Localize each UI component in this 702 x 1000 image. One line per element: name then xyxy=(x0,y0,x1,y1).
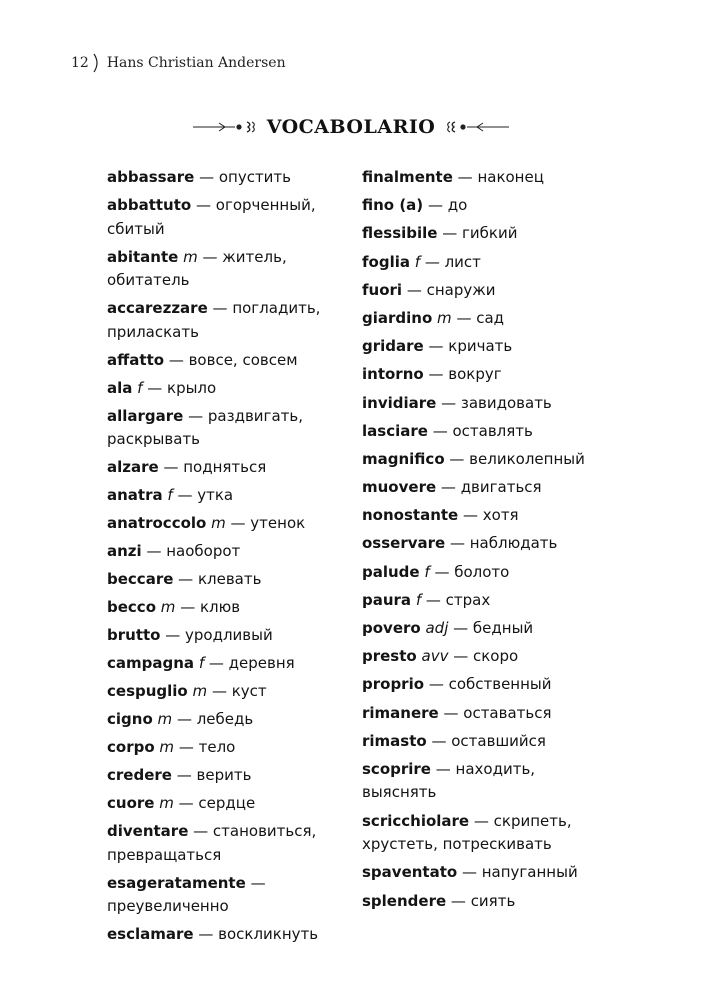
entry-term: scoprire xyxy=(362,759,431,778)
section-title: VOCABOLARIO xyxy=(266,116,436,138)
entry-grammar-label: m xyxy=(437,308,452,327)
entry-grammar-label: f xyxy=(167,486,173,504)
vocabulary-entry xyxy=(107,923,337,947)
vocabulary-entry xyxy=(107,456,337,480)
entry-term: osservare xyxy=(362,534,446,553)
entry-translation: — сад xyxy=(456,308,505,327)
entry-term: rimanere xyxy=(362,703,439,722)
entry-translation: — клевать xyxy=(178,570,262,588)
entry-translation: — лебедь xyxy=(176,710,254,728)
entry-term: cuore xyxy=(107,794,155,812)
entry-term: foglia xyxy=(362,252,410,271)
entry-term: finalmente xyxy=(362,168,453,186)
entry-term: esageratamente xyxy=(107,873,246,892)
entry-translation-continued: обитатель xyxy=(107,271,190,289)
vocabulary-entry xyxy=(362,166,622,190)
right-flourish-icon xyxy=(445,120,511,134)
vocabulary-entry xyxy=(107,764,337,788)
entry-translation-continued: преувеличенно xyxy=(107,897,229,915)
entry-translation-continued: приласкать xyxy=(107,322,199,341)
entry-translation: — оставлять xyxy=(432,421,533,440)
entry-grammar-label: m xyxy=(183,247,198,266)
entry-term: cespuglio xyxy=(107,682,188,700)
vocabulary-entry xyxy=(107,405,337,452)
entry-term: giardino xyxy=(362,308,433,327)
entry-grammar-label: m xyxy=(192,682,208,700)
entry-term: splendere xyxy=(362,891,447,910)
entry-translation: — великолепный xyxy=(449,449,585,468)
entry-grammar-label: m xyxy=(160,598,176,616)
entry-translation: — крыло xyxy=(147,378,217,397)
vocabulary-entry xyxy=(107,540,337,564)
entry-translation: — опустить xyxy=(199,168,292,186)
entry-translation: — до xyxy=(427,196,468,215)
vocabulary-entry xyxy=(107,246,337,293)
entry-translation: — скрипеть, xyxy=(473,811,572,830)
entry-translation: — раздвигать, xyxy=(188,406,303,425)
entry-term: accarezzare xyxy=(107,299,208,317)
entry-term: abbattuto xyxy=(107,196,192,214)
entry-term: campagna xyxy=(107,654,195,672)
entry-term: spaventato xyxy=(362,863,458,882)
entry-term: esclamare xyxy=(107,925,194,943)
running-header xyxy=(71,52,286,74)
title-row xyxy=(0,112,702,142)
entry-term: ala xyxy=(107,378,133,397)
entry-translation: — житель, xyxy=(202,247,287,266)
entry-translation-continued: выяснять xyxy=(362,783,437,802)
entry-translation: — находить, xyxy=(435,759,536,778)
entry-translation: — становиться, xyxy=(193,822,317,840)
entry-term: nonostante xyxy=(362,506,459,525)
entry-term: beccare xyxy=(107,570,174,588)
entry-translation: — утка xyxy=(177,486,234,504)
entry-grammar-label: m xyxy=(211,514,226,532)
vocabulary-entry xyxy=(362,617,622,641)
bracket-ornament-icon xyxy=(91,52,101,74)
entry-translation: — клюв xyxy=(180,598,241,616)
entry-term: gridare xyxy=(362,337,424,356)
vocabulary-entry xyxy=(107,194,337,241)
vocabulary-entry xyxy=(362,335,622,359)
entry-term: paura xyxy=(362,590,412,609)
vocabulary-entry xyxy=(362,890,622,914)
entry-translation: — xyxy=(250,873,266,892)
entry-grammar-label: f xyxy=(424,562,430,581)
entry-term: fino (a) xyxy=(362,196,424,215)
entry-term: proprio xyxy=(362,675,425,694)
entry-translation: — болото xyxy=(434,562,510,581)
vocabulary-entry xyxy=(362,251,622,275)
vocabulary-entry xyxy=(362,702,622,726)
entry-grammar-label: f xyxy=(137,378,143,397)
vocabulary-entry xyxy=(362,810,622,857)
vocabulary-entry xyxy=(362,645,622,669)
vocabulary-entry xyxy=(362,307,622,331)
entry-grammar-label: m xyxy=(159,738,175,756)
vocabulary-entry xyxy=(362,532,622,556)
entry-translation: — завидовать xyxy=(441,393,552,412)
entry-translation-continued: хрустеть, потрескивать xyxy=(362,835,552,854)
vocabulary-entry xyxy=(362,504,622,528)
entry-term: presto xyxy=(362,647,417,666)
vocabulary-entry xyxy=(362,861,622,885)
entry-grammar-label: m xyxy=(157,710,173,728)
entry-translation: — бедный xyxy=(453,619,534,637)
entry-term: alzare xyxy=(107,458,159,476)
vocabulary-entry xyxy=(107,512,337,536)
entry-term: becco xyxy=(107,598,156,616)
entry-translation: — гибкий xyxy=(442,224,518,243)
entry-grammar-label: f xyxy=(415,590,422,609)
entry-translation: — погладить, xyxy=(212,299,321,317)
entry-translation: — куст xyxy=(211,682,267,700)
vocabulary-entry xyxy=(362,392,622,416)
entry-term: anatra xyxy=(107,486,163,504)
vocabulary-entry xyxy=(362,561,622,585)
vocabulary-entry xyxy=(107,680,337,704)
entry-translation: — оставшийся xyxy=(431,731,546,750)
vocabulary-entry xyxy=(107,624,337,648)
entry-term: cigno xyxy=(107,710,153,728)
vocabulary-entry xyxy=(362,279,622,303)
vocabulary-entry xyxy=(362,448,622,472)
vocabulary-entry xyxy=(107,377,337,401)
entry-translation: — утенок xyxy=(230,514,306,532)
vocabulary-entry xyxy=(362,758,622,805)
entry-translation: — лист xyxy=(424,252,481,271)
entry-term: diventare xyxy=(107,822,189,840)
entry-term: allargare xyxy=(107,406,184,425)
vocabulary-column-right xyxy=(362,166,622,918)
entry-translation: — уродливый xyxy=(165,626,273,644)
vocabulary-entry xyxy=(362,673,622,697)
entry-term: lasciare xyxy=(362,421,428,440)
entry-term: abitante xyxy=(107,247,179,266)
entry-term: abbassare xyxy=(107,168,195,186)
entry-term: flessibile xyxy=(362,224,438,243)
entry-translation: — сиять xyxy=(450,891,516,910)
entry-grammar-label: avv xyxy=(421,647,449,666)
entry-term: corpo xyxy=(107,738,155,756)
vocabulary-entry xyxy=(107,349,337,373)
vocabulary-entry xyxy=(107,568,337,592)
entry-translation: — оставаться xyxy=(443,703,552,722)
entry-translation: — деревня xyxy=(208,654,295,672)
vocabulary-entry xyxy=(107,736,337,760)
entry-term: credere xyxy=(107,766,172,784)
entry-term: intorno xyxy=(362,365,424,384)
entry-translation-continued: раскрывать xyxy=(107,430,200,448)
entry-translation: — наконец xyxy=(457,168,544,186)
entry-term: muovere xyxy=(362,478,437,497)
entry-term: rimasto xyxy=(362,731,427,750)
entry-translation: — подняться xyxy=(163,458,267,476)
entry-translation: — напуганный xyxy=(461,863,578,882)
entry-grammar-label: m xyxy=(159,794,174,812)
entry-grammar-label: f xyxy=(414,252,421,271)
entry-term: invidiare xyxy=(362,393,437,412)
vocabulary-entry xyxy=(107,708,337,732)
vocabulary-entry xyxy=(362,420,622,444)
entry-grammar-label: adj xyxy=(425,619,449,637)
vocabulary-entry xyxy=(362,476,622,500)
entry-term: magnifico xyxy=(362,449,445,468)
entry-term: anatroccolo xyxy=(107,514,207,532)
entry-term: anzi xyxy=(107,542,142,560)
entry-translation: — наблюдать xyxy=(449,534,558,553)
entry-term: affatto xyxy=(107,350,165,369)
vocabulary-entry xyxy=(107,652,337,676)
vocabulary-entry xyxy=(107,484,337,508)
entry-term: palude xyxy=(362,562,420,581)
entry-translation: — кричать xyxy=(428,337,513,356)
vocabulary-entry xyxy=(107,872,337,919)
entry-grammar-label: f xyxy=(198,654,205,672)
vocabulary-entry xyxy=(362,730,622,754)
entry-term: brutto xyxy=(107,626,161,644)
vocabulary-entry xyxy=(107,297,337,344)
entry-translation: — вокруг xyxy=(428,365,502,384)
vocabulary-entry xyxy=(107,596,337,620)
vocabulary-entry xyxy=(362,194,622,218)
entry-translation: — огорченный, xyxy=(196,196,316,214)
vocabulary-entry xyxy=(362,589,622,613)
entry-translation: — вовсе, совсем xyxy=(168,350,298,369)
entry-term: scricchiolare xyxy=(362,811,470,830)
entry-term: fuori xyxy=(362,280,403,299)
entry-translation: — снаружи xyxy=(406,280,496,299)
vocabulary-entry xyxy=(107,792,337,816)
vocabulary-entry xyxy=(362,222,622,246)
entry-translation: — страх xyxy=(425,590,491,609)
vocabulary-entry xyxy=(107,820,337,867)
vocabulary-column-left xyxy=(107,166,337,951)
entry-translation: — верить xyxy=(176,766,252,784)
page-number: 12 xyxy=(71,55,89,71)
entry-translation: — скоро xyxy=(453,647,519,666)
entry-translation: — сердце xyxy=(178,794,256,812)
entry-translation: — хотя xyxy=(463,506,519,525)
vocabulary-entry xyxy=(362,363,622,387)
entry-translation: — воскликнуть xyxy=(198,925,319,943)
entry-translation-continued: сбитый xyxy=(107,219,165,238)
author-name: Hans Christian Andersen xyxy=(106,55,286,71)
entry-translation: — наоборот xyxy=(146,542,241,560)
entry-translation: — двигаться xyxy=(440,478,542,497)
entry-term: povero xyxy=(362,619,421,637)
entry-translation: — собственный xyxy=(428,675,552,694)
vocabulary-entry xyxy=(107,166,337,190)
entry-translation-continued: превращаться xyxy=(107,845,222,864)
left-flourish-icon xyxy=(191,120,257,134)
entry-translation: — тело xyxy=(178,738,236,756)
